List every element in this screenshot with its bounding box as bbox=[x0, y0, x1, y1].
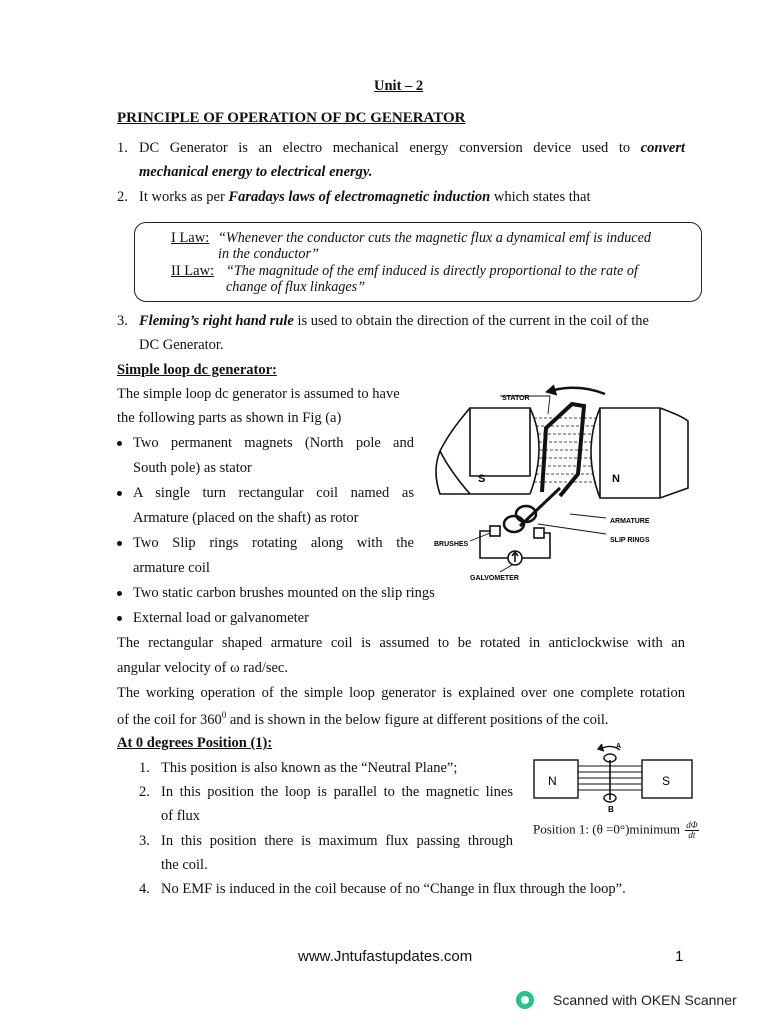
flux-derivative bbox=[685, 821, 698, 840]
footer-website: www.Jntufastupdates.com bbox=[298, 948, 473, 965]
bullet-5: External load or galvanometer bbox=[133, 610, 309, 626]
paragraph-2-pre: of the coil for 360 bbox=[117, 711, 222, 728]
label-galvometer: GALVOMETER bbox=[470, 575, 519, 582]
paragraph-1-line-1: The rectangular shaped armature coil is assumed to be rotated in anticlockwise with an bbox=[117, 635, 685, 651]
intro-item-2 bbox=[139, 189, 591, 206]
intro-item-2-post: which states that bbox=[493, 189, 591, 205]
intro-item-1-emphasis: convert bbox=[640, 140, 685, 156]
law-2-line-2: change of flux linkages” bbox=[226, 279, 366, 295]
intro-item-2-pre: It works as per bbox=[139, 189, 225, 205]
intro-item-1-line-2: mechanical energy to electrical energy. bbox=[139, 164, 373, 180]
frac-top: dΦ bbox=[686, 820, 698, 830]
list-number: 1. bbox=[139, 760, 150, 776]
pole-face-left bbox=[530, 408, 539, 494]
brush-1 bbox=[490, 526, 500, 536]
caption-text: Position 1: (θ =0°)minimum bbox=[533, 821, 680, 837]
law-1-line-1: “Whenever the conductor cuts the magnetic flux a dynamical emf is induced bbox=[218, 230, 651, 246]
list-number: 2. bbox=[139, 784, 150, 800]
pole-face-right bbox=[591, 408, 600, 498]
fleming-text: is used to obtain the direction of the current in the coil of the bbox=[297, 313, 649, 329]
rotation-arrow bbox=[554, 388, 605, 394]
bullet-4: Two static carbon brushes mounted on the slip rings bbox=[133, 585, 435, 601]
list-number: 3. bbox=[139, 833, 150, 849]
fleming-line-1 bbox=[139, 313, 649, 330]
list-number: 2. bbox=[117, 189, 128, 205]
label-a: A bbox=[616, 743, 622, 750]
label-brushes: BRUSHES bbox=[434, 541, 469, 548]
brush-2 bbox=[534, 528, 544, 538]
intro-item-2-emphasis: Faradays laws of electromagnetic induction bbox=[228, 189, 491, 205]
bullet-dot bbox=[117, 491, 122, 496]
neutral-plane-figure bbox=[528, 738, 696, 816]
scanner-logo-icon bbox=[516, 991, 534, 1009]
bullet-1-line-1: Two permanent magnets (North pole and bbox=[133, 435, 414, 451]
page-number: 1 bbox=[675, 948, 684, 965]
paragraph-2-line-1: The working operation of the simple loop generator is explained over one complete rotation bbox=[117, 685, 685, 701]
bullet-dot bbox=[117, 441, 122, 446]
label-north-pole: N bbox=[612, 473, 620, 485]
label-b: B bbox=[608, 805, 614, 814]
label-armature: ARMATURE bbox=[610, 518, 650, 525]
position-item-2-line-1: In this position the loop is parallel to the magnetic lines bbox=[161, 784, 513, 800]
paragraph-2-line-2 bbox=[117, 710, 609, 729]
intro-item-1-line-1 bbox=[139, 140, 685, 157]
stator-left-face bbox=[470, 408, 530, 476]
paragraph-1-line-2: angular velocity of ω rad/sec. bbox=[117, 660, 288, 676]
label-slip-rings: SLIP RINGS bbox=[610, 537, 650, 544]
list-number: 4. bbox=[139, 881, 150, 897]
figure-2-caption bbox=[533, 821, 699, 840]
bullet-dot bbox=[117, 591, 122, 596]
scanner-watermark: Scanned with OKEN Scanner bbox=[553, 992, 737, 1008]
law-1-line-2: in the conductor” bbox=[218, 246, 319, 262]
label-south-pole: S bbox=[478, 473, 486, 485]
fleming-line-2: DC Generator. bbox=[139, 337, 224, 353]
simple-loop-intro-2: the following parts as shown in Fig (a) bbox=[117, 410, 342, 426]
list-number: 1. bbox=[117, 140, 128, 156]
law-1-label: I Law: bbox=[171, 230, 210, 246]
law-2-line-1: “The magnitude of the emf induced is directly proportional to the rate of bbox=[226, 263, 638, 279]
frac-bottom: dt bbox=[688, 830, 696, 840]
label-n-2: N bbox=[548, 774, 557, 788]
simple-loop-generator-figure bbox=[430, 376, 720, 586]
intro-item-1-text: DC Generator is an electro mechanical energy conversion device used to bbox=[139, 140, 631, 156]
bullet-dot bbox=[117, 616, 122, 621]
bullet-2-line-1: A single turn rectangular coil named as bbox=[133, 485, 414, 501]
bullet-dot bbox=[117, 541, 122, 546]
position-0-heading: At 0 degrees Position (1): bbox=[117, 735, 273, 751]
position-item-3-line-1: In this position there is maximum flux passing through bbox=[161, 833, 513, 849]
position-item-1: This position is also known as the “Neutral Plane”; bbox=[161, 760, 458, 776]
simple-loop-heading: Simple loop dc generator: bbox=[117, 362, 277, 378]
law-2-label: II Law: bbox=[171, 263, 215, 279]
bullet-2-line-2: Armature (placed on the shaft) as rotor bbox=[133, 510, 359, 526]
label-stator: STATOR bbox=[502, 395, 530, 402]
label-s-2: S bbox=[662, 774, 671, 788]
list-number: 3. bbox=[117, 313, 128, 329]
position-item-4: No EMF is induced in the coil because of no “Change in flux through the loop”. bbox=[161, 881, 626, 897]
bullet-3-line-1: Two Slip rings rotating along with the bbox=[133, 535, 414, 551]
unit-heading: Unit – 2 bbox=[374, 78, 424, 94]
page-title: PRINCIPLE OF OPERATION OF DC GENERATOR bbox=[117, 110, 466, 126]
bullet-1-line-2: South pole) as stator bbox=[133, 460, 252, 476]
position-item-2-line-2: of flux bbox=[161, 808, 201, 824]
paragraph-2-post: and is shown in the below figure at different positions of the coil. bbox=[226, 711, 609, 728]
bullet-3-line-2: armature coil bbox=[133, 560, 210, 576]
degree-superscript: 0 bbox=[221, 710, 227, 720]
position-item-3-line-2: the coil. bbox=[161, 857, 208, 873]
simple-loop-intro-1: The simple loop dc generator is assumed to have bbox=[117, 386, 400, 402]
fleming-emphasis: Fleming’s right hand rule bbox=[139, 313, 294, 329]
